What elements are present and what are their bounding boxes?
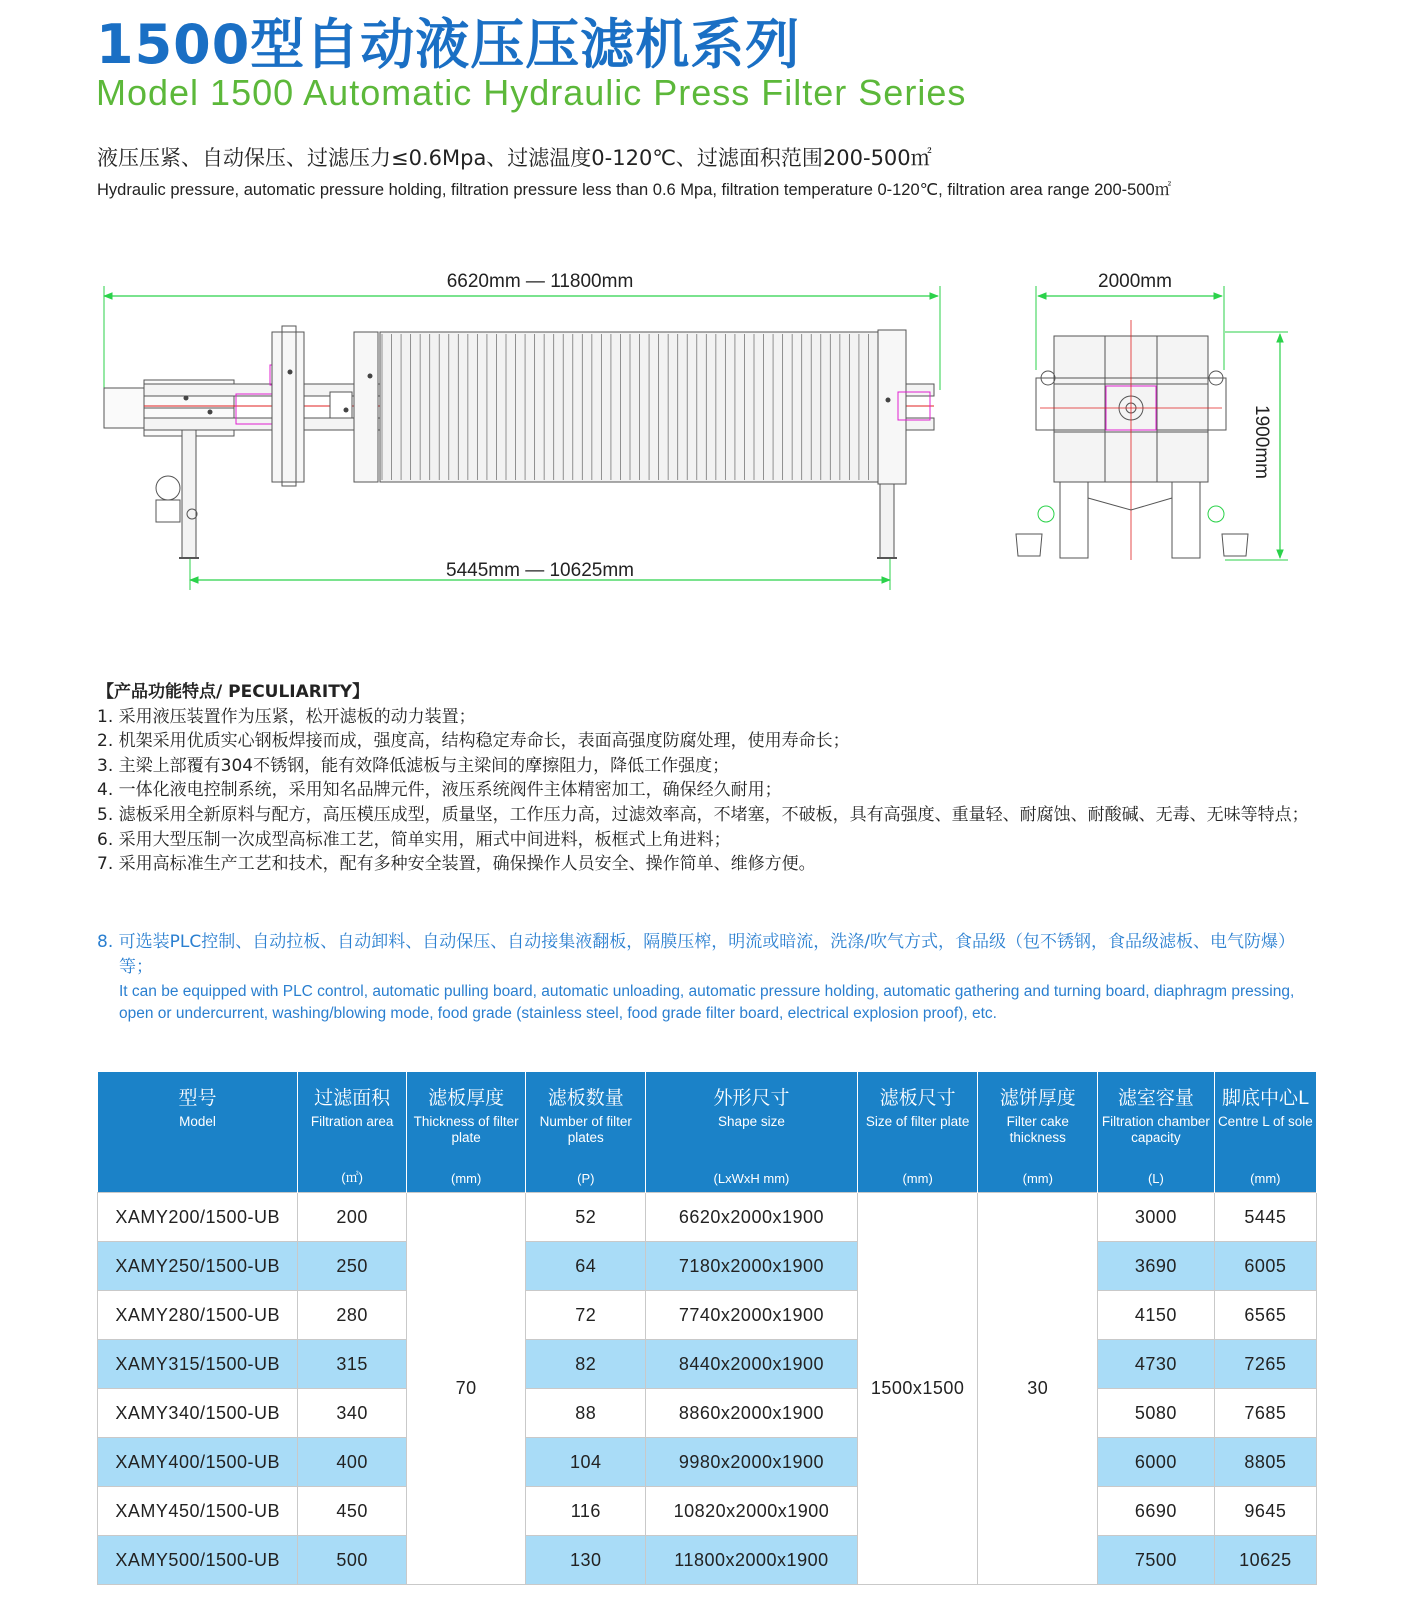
peculiarity-section [97,680,1327,877]
feature-item: 4. 一体化液电控制系统，采用知名品牌元件，液压系统阀件主体精密加工，确保经久耐用； [97,780,782,801]
cell-model: XAMY200/1500-UB [98,1193,298,1242]
cell-model: XAMY500/1500-UB [98,1536,298,1585]
overall-length-label: 6620mm — 11800mm [446,271,634,292]
feature-item: 6. 采用大型压制一次成型高标准工艺，简单实用，厢式中间进料，板框式上角进料； [97,829,731,850]
cell-capacity: 5080 [1098,1389,1215,1438]
feature-item: 3. 主梁上部覆有304不锈钢，能有效降低滤板与主梁间的摩擦阻力，降低工作强度； [97,755,730,776]
cell-centre: 5445 [1214,1193,1316,1242]
cell-plates: 104 [526,1438,646,1487]
cell-shape: 7740x2000x1900 [646,1291,858,1340]
cell-capacity: 3000 [1098,1193,1215,1242]
header-area: 过滤面积 Filtration area (㎡) [298,1072,406,1193]
cell-capacity: 4730 [1098,1340,1215,1389]
cell-shape: 11800x2000x1900 [646,1536,858,1585]
cell-shape: 8860x2000x1900 [646,1389,858,1438]
cell-capacity: 3690 [1098,1242,1215,1291]
table-row [98,1242,1317,1291]
cell-plates: 52 [526,1193,646,1242]
cell-model: XAMY280/1500-UB [98,1291,298,1340]
cell-plates: 116 [526,1487,646,1536]
cell-area: 340 [298,1389,406,1438]
header-centre: 脚底中心L Centre L of sole (mm) [1214,1072,1316,1193]
header-plates: 滤板数量 Number of filter plates (P) [526,1072,646,1193]
table-row [98,1389,1317,1438]
header-shape: 外形尺寸 Shape size (LxWxH mm) [646,1072,858,1193]
cell-model: XAMY250/1500-UB [98,1242,298,1291]
options-section [97,930,1327,1025]
cell-area: 500 [298,1536,406,1585]
height-label: 1900mm [1251,405,1272,479]
header-capacity: 滤室容量 Filtration chamber capacity (L) [1098,1072,1215,1193]
cell-model: XAMY315/1500-UB [98,1340,298,1389]
cell-plate-thickness: 70 [406,1193,526,1585]
header-thickness: 滤板厚度 Thickness of filter plate (mm) [406,1072,526,1193]
cell-centre: 6565 [1214,1291,1316,1340]
cell-shape: 7180x2000x1900 [646,1242,858,1291]
cell-shape: 6620x2000x1900 [646,1193,858,1242]
cell-model: XAMY400/1500-UB [98,1438,298,1487]
cell-plate-size: 1500x1500 [857,1193,978,1585]
header-model: 型号 Model [98,1072,298,1193]
cell-plates: 64 [526,1242,646,1291]
header-plate-size: 滤板尺寸 Size of filter plate (mm) [857,1072,978,1193]
options-en: It can be equipped with PLC control, automatic pulling board, automatic unloading, automatic pressure holding, automatic gathering and turning board, diaphragm pressing, open or undercurrent, washing/blowing mode, food grade (stainless steel, food grade filter board, electrical explosion proof), etc. [119,983,1295,1023]
table-header-row [98,1072,1317,1193]
cell-model: XAMY450/1500-UB [98,1487,298,1536]
header-cake: 滤饼厚度 Filter cake thickness (mm) [978,1072,1098,1193]
cell-centre: 7685 [1214,1389,1316,1438]
cell-plates: 72 [526,1291,646,1340]
table-row [98,1536,1317,1585]
cell-shape: 8440x2000x1900 [646,1340,858,1389]
leg-spacing-label: 5445mm — 10625mm [446,560,634,581]
table-row [98,1487,1317,1536]
cell-centre: 9645 [1214,1487,1316,1536]
cell-model: XAMY340/1500-UB [98,1389,298,1438]
side-view [104,286,940,590]
subtitle-cn: 液压压紧、自动保压、过滤压力≤0.6Mpa、过滤温度0-120℃、过滤面积范围200-500㎡ [97,146,932,170]
width-label: 2000mm [1098,271,1172,292]
feature-item: 2. 机架采用优质实心钢板焊接而成，强度高，结构稳定寿命长，表面高强度防腐处理，使用寿命长； [97,731,850,752]
subtitle-en: Hydraulic pressure, automatic pressure holding, filtration pressure less than 0.6 Mpa, filtration temperature 0-120℃, filtration area range 200-500㎡ [97,181,1172,199]
cell-area: 450 [298,1487,406,1536]
technical-drawing [0,260,1415,610]
cell-capacity: 7500 [1098,1536,1215,1585]
end-view [1016,286,1288,560]
cell-capacity: 6000 [1098,1438,1215,1487]
cell-capacity: 4150 [1098,1291,1215,1340]
table-row [98,1340,1317,1389]
options-cn: 8. 可选装PLC控制、自动拉板、自动卸料、自动保压、自动接集液翻板，隔膜压榨，明流或暗流，洗涤/吹气方式，食品级（包不锈钢，食品级滤板、电气防爆）等； [97,932,1295,977]
cell-plates: 88 [526,1389,646,1438]
table-row [98,1291,1317,1340]
cell-centre: 7265 [1214,1340,1316,1389]
cell-area: 200 [298,1193,406,1242]
feature-item: 7. 采用高标准生产工艺和技术，配有多种安全装置，确保操作人员安全、操作简单、维修方便。 [97,854,816,875]
spec-table [97,1072,1317,1585]
cell-area: 280 [298,1291,406,1340]
feature-item: 5. 滤板采用全新原料与配方，高压模压成型，质量坚，工作压力高，过滤效率高，不堵塞，不破板，具有高强度、重量轻、耐腐蚀、耐酸碱、无毒、无味等特点； [97,804,1309,825]
table-row [98,1193,1317,1242]
table-row [98,1438,1317,1487]
cell-shape: 9980x2000x1900 [646,1438,858,1487]
cell-centre: 8805 [1214,1438,1316,1487]
cell-capacity: 6690 [1098,1487,1215,1536]
cell-area: 315 [298,1340,406,1389]
page-title-cn: 1500型自动液压压滤机系列 [96,13,801,76]
cell-shape: 10820x2000x1900 [646,1487,858,1536]
cell-cake-thickness: 30 [978,1193,1098,1585]
cell-plates: 82 [526,1340,646,1389]
cell-plates: 130 [526,1536,646,1585]
cell-centre: 10625 [1214,1536,1316,1585]
cell-area: 400 [298,1438,406,1487]
peculiarity-heading: 【产品功能特点/ PECULIARITY】 [97,682,370,702]
cell-centre: 6005 [1214,1242,1316,1291]
cell-area: 250 [298,1242,406,1291]
feature-item: 1. 采用液压装置作为压紧，松开滤板的动力装置； [97,706,476,727]
page-title-en: Model 1500 Automatic Hydraulic Press Filter Series [96,72,967,113]
